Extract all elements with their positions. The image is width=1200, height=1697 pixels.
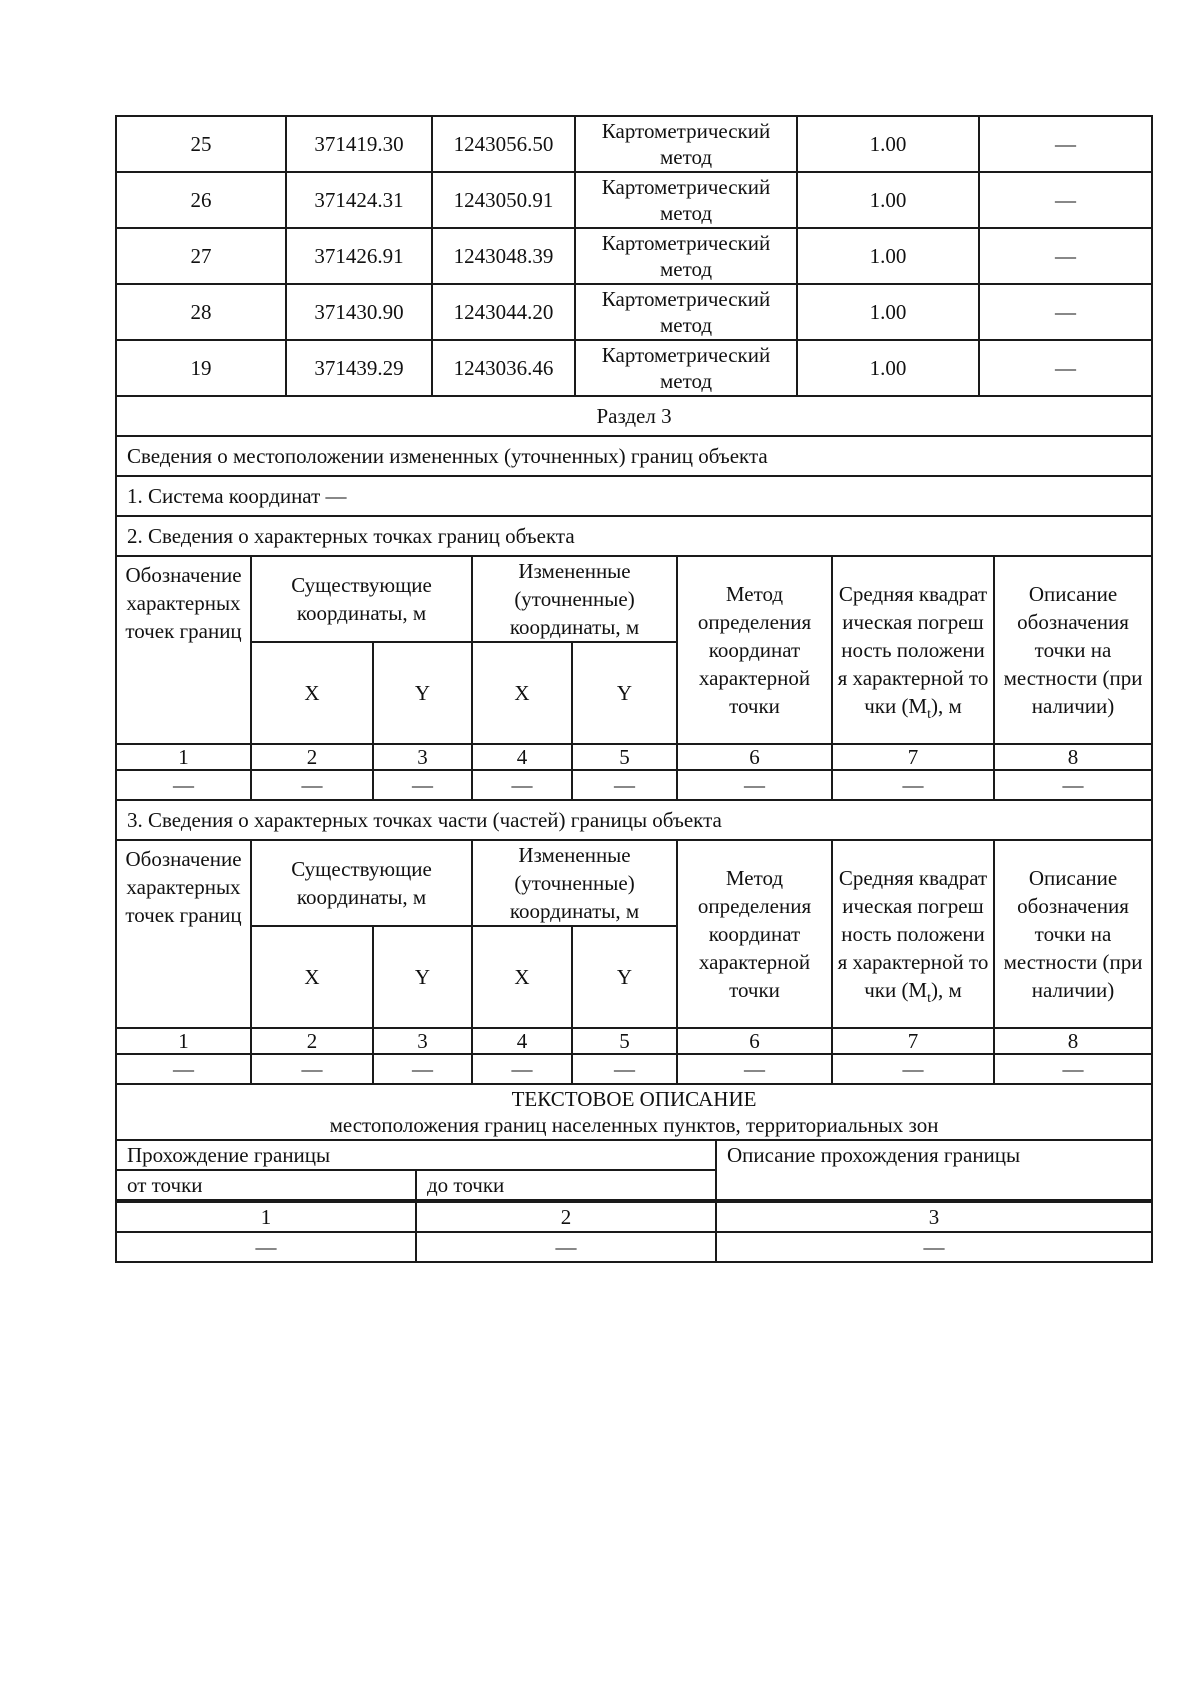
precision-cell: 1.00: [797, 116, 979, 172]
description-cell: —: [979, 172, 1152, 228]
section3-subtitle: Сведения о местоположении измененных (уточненных) границ объекта: [116, 436, 1152, 476]
dash-cell: —: [472, 770, 572, 800]
header-y: Y: [572, 926, 677, 1028]
header-method: Метод определения координат характерной точки: [677, 556, 832, 744]
points-table-row: [116, 172, 1152, 228]
header-y: Y: [373, 642, 472, 744]
text-dash-cell: —: [116, 1232, 416, 1262]
text-dash-row: [116, 1232, 1152, 1262]
header-existing-coords: Существующие координаты, м: [251, 556, 472, 642]
dash-cell: —: [251, 770, 373, 800]
column-numbers-row: [116, 1028, 1152, 1054]
precision-cell: 1.00: [797, 228, 979, 284]
points-table-row: [116, 228, 1152, 284]
item2-table-header: [116, 556, 1152, 800]
text-column-number: 3: [716, 1201, 1152, 1232]
y-coordinate-cell: 1243056.50: [432, 116, 575, 172]
points-table-body: [116, 116, 1152, 396]
header-x: X: [251, 642, 373, 744]
column-number-cell: 5: [572, 744, 677, 770]
points-table-row: [116, 116, 1152, 172]
header-existing-coords: Существующие координаты, м: [251, 840, 472, 926]
column-number-cell: 6: [677, 744, 832, 770]
point-number-cell: 25: [116, 116, 286, 172]
description-cell: —: [979, 284, 1152, 340]
dash-cell: —: [373, 1054, 472, 1084]
x-coordinate-cell: 371426.91: [286, 228, 432, 284]
dash-cell: —: [116, 770, 251, 800]
column-number-cell: 8: [994, 744, 1152, 770]
method-cell: Картометрический метод: [575, 340, 797, 396]
point-number-cell: 26: [116, 172, 286, 228]
column-number-cell: 4: [472, 744, 572, 770]
header-y: Y: [373, 926, 472, 1028]
passage-description-header: Описание прохождения границы: [716, 1140, 1152, 1201]
dash-cell: —: [472, 1054, 572, 1084]
y-coordinate-cell: 1243044.20: [432, 284, 575, 340]
column-number-cell: 3: [373, 1028, 472, 1054]
text-column-number: 2: [416, 1201, 716, 1232]
point-number-cell: 27: [116, 228, 286, 284]
column-number-cell: 2: [251, 744, 373, 770]
dash-row: [116, 770, 1152, 800]
to-point-header: до точки: [416, 1170, 716, 1201]
y-coordinate-cell: 1243036.46: [432, 340, 575, 396]
column-number-cell: 3: [373, 744, 472, 770]
dash-cell: —: [677, 770, 832, 800]
item2-heading: 2. Сведения о характерных точках границ объекта: [116, 516, 1152, 556]
dash-cell: —: [994, 770, 1152, 800]
x-coordinate-cell: 371439.29: [286, 340, 432, 396]
text-description-subtitle: местоположения границ населенных пунктов, территориальных зон: [329, 1113, 939, 1137]
header-x: X: [472, 926, 572, 1028]
dash-cell: —: [572, 770, 677, 800]
column-number-cell: 1: [116, 1028, 251, 1054]
document-content: [115, 115, 1151, 1263]
header-precision: Средняя квадратическая погрешность положения характерной точки $(M_t)$, м: [832, 556, 994, 744]
x-coordinate-cell: 371419.30: [286, 116, 432, 172]
header-point-designation: Обозначение характерных точек границ: [116, 840, 251, 1028]
column-number-cell: 2: [251, 1028, 373, 1054]
y-coordinate-cell: 1243048.39: [432, 228, 575, 284]
column-number-cell: 6: [677, 1028, 832, 1054]
description-cell: —: [979, 116, 1152, 172]
description-cell: —: [979, 228, 1152, 284]
description-cell: —: [979, 340, 1152, 396]
header-precision: Средняя квадратическая погрешность положения характерной точки $(M_t)$, м: [832, 840, 994, 1028]
text-description-heading: [116, 1084, 1152, 1140]
point-number-cell: 19: [116, 340, 286, 396]
column-number-cell: 1: [116, 744, 251, 770]
x-coordinate-cell: 371430.90: [286, 284, 432, 340]
header-y: Y: [572, 642, 677, 744]
dash-cell: —: [572, 1054, 677, 1084]
header-point-designation: Обозначение характерных точек границ: [116, 556, 251, 744]
text-dash-cell: —: [716, 1232, 1152, 1262]
dash-cell: —: [116, 1054, 251, 1084]
method-cell: Картометрический метод: [575, 172, 797, 228]
section3-title: Раздел 3: [116, 396, 1152, 436]
point-number-cell: 28: [116, 284, 286, 340]
header-changed-coords: Измененные (уточненные) координаты, м: [472, 840, 677, 926]
coord-system: 1. Система координат —: [116, 476, 1152, 516]
method-cell: Картометрический метод: [575, 116, 797, 172]
text-description-table: [115, 1083, 1153, 1263]
header-description: Описание обозначения точки на местности (при наличии): [994, 556, 1152, 744]
item3-heading: 3. Сведения о характерных точках части (частей) границы объекта: [116, 800, 1152, 840]
text-description-title: ТЕКСТОВОЕ ОПИСАНИЕ: [511, 1087, 757, 1111]
header-description: Описание обозначения точки на местности (при наличии): [994, 840, 1152, 1028]
dash-cell: —: [677, 1054, 832, 1084]
header-x: X: [472, 642, 572, 744]
method-cell: Картометрический метод: [575, 284, 797, 340]
header-method: Метод определения координат характерной точки: [677, 840, 832, 1028]
points-table-row: [116, 340, 1152, 396]
points-table: [115, 115, 1153, 397]
dash-cell: —: [832, 770, 994, 800]
column-number-cell: 8: [994, 1028, 1152, 1054]
dash-cell: —: [832, 1054, 994, 1084]
column-numbers-row: [116, 744, 1152, 770]
column-number-cell: 7: [832, 744, 994, 770]
precision-cell: 1.00: [797, 172, 979, 228]
column-number-cell: 5: [572, 1028, 677, 1054]
precision-cell: 1.00: [797, 284, 979, 340]
column-number-cell: 4: [472, 1028, 572, 1054]
item3-table-header: [116, 840, 1152, 1084]
dash-row: [116, 1054, 1152, 1084]
header-changed-coords: Измененные (уточненные) координаты, м: [472, 556, 677, 642]
dash-cell: —: [994, 1054, 1152, 1084]
x-coordinate-cell: 371424.31: [286, 172, 432, 228]
method-cell: Картометрический метод: [575, 228, 797, 284]
precision-cell: 1.00: [797, 340, 979, 396]
points-table-row: [116, 284, 1152, 340]
passage-header: Прохождение границы: [116, 1140, 716, 1170]
text-dash-cell: —: [416, 1232, 716, 1262]
dash-cell: —: [373, 770, 472, 800]
text-columns-row: [116, 1201, 1152, 1232]
column-number-cell: 7: [832, 1028, 994, 1054]
from-point-header: от точки: [116, 1170, 416, 1201]
header-x: X: [251, 926, 373, 1028]
dash-cell: —: [251, 1054, 373, 1084]
text-column-number: 1: [116, 1201, 416, 1232]
section3-table: [115, 395, 1153, 1085]
y-coordinate-cell: 1243050.91: [432, 172, 575, 228]
